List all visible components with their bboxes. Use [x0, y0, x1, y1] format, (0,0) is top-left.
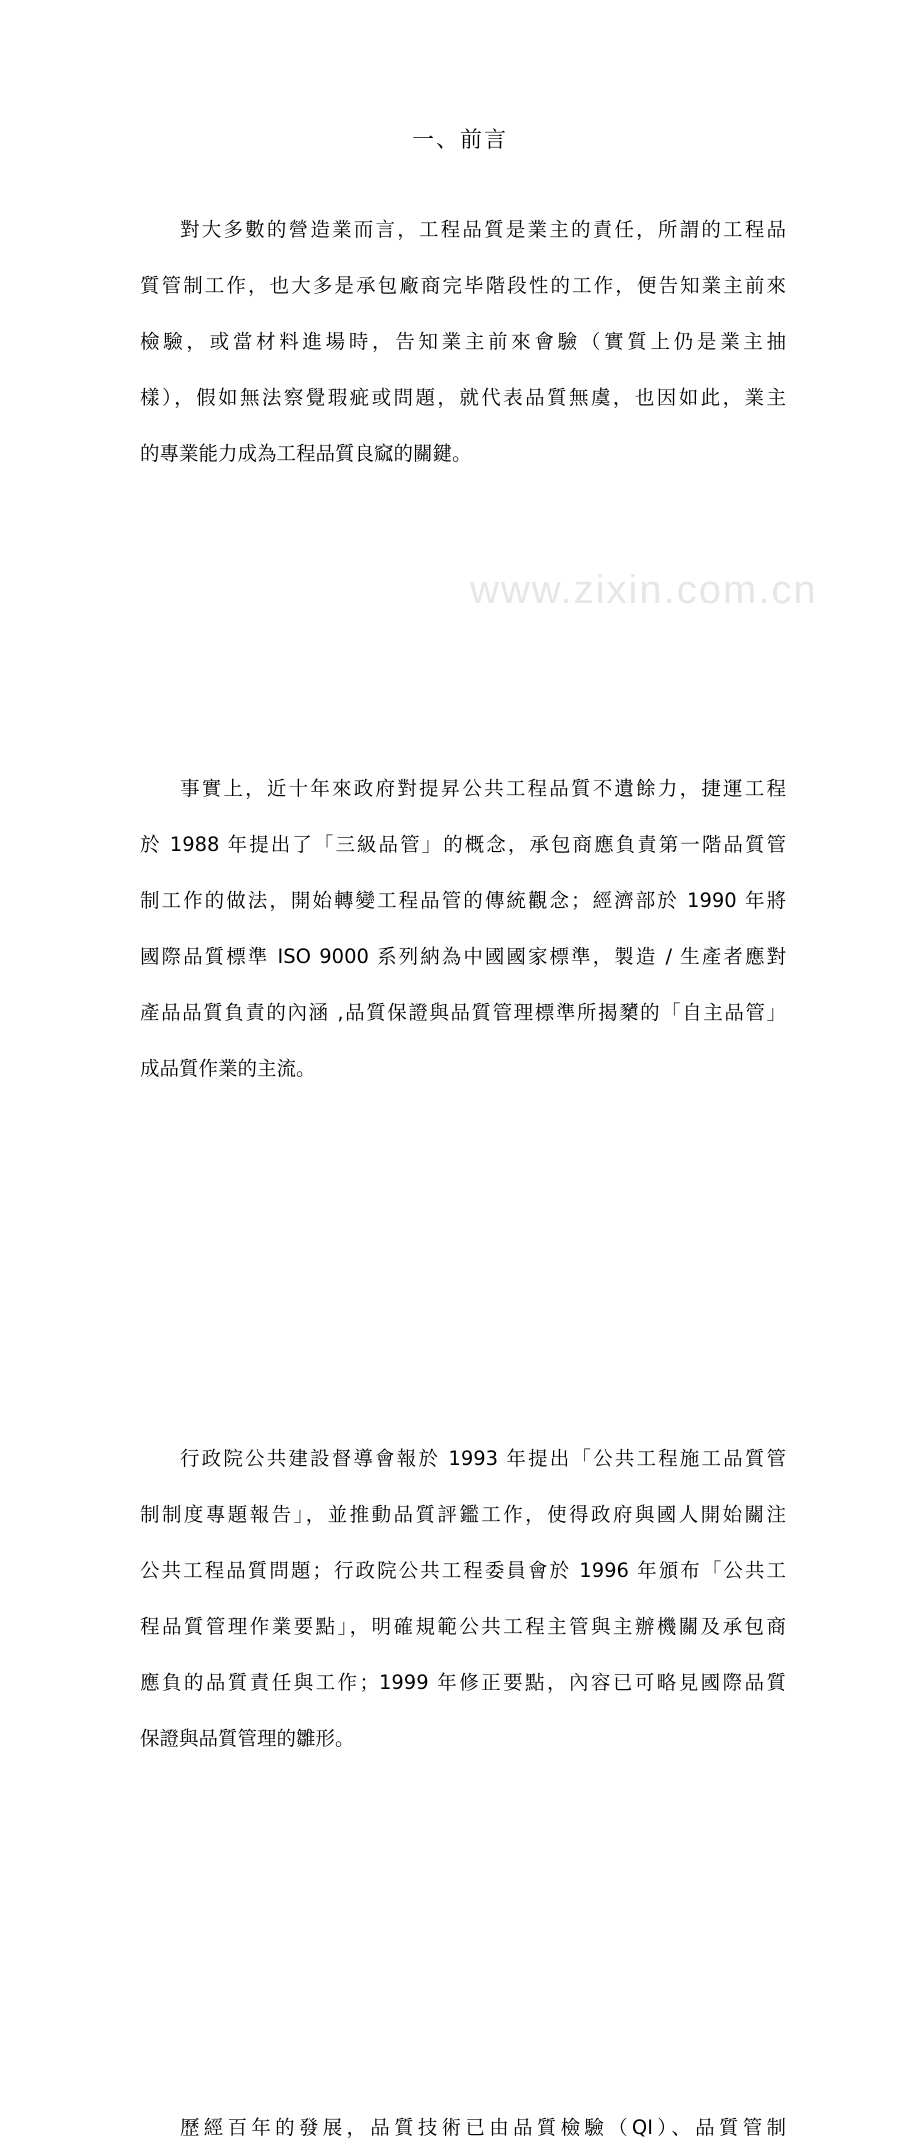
paragraph-line: 應負的品質責任與工作；1999 年修正要點，內容已可略見國際品質 — [140, 1671, 786, 1694]
paragraph-line: 於 1988 年提出了「三級品管」的概念，承包商應負責第一階品質管 — [140, 833, 786, 856]
paragraph-line: 產品品質負責的內涵 ,品質保證與品質管理標準所揭櫫的「自主品管」 — [140, 1001, 786, 1024]
paragraph-line: 的專業能力成為工程品質良窳的關鍵。 — [140, 442, 472, 465]
paragraph-line: 保證與品質管理的雛形。 — [140, 1727, 355, 1750]
paragraph-line: 對大多數的營造業而言，工程品質是業主的責任，所謂的工程品 — [180, 218, 786, 241]
paragraph-line: 行政院公共建設督導會報於 1993 年提出「公共工程施工品質管 — [180, 1447, 786, 1470]
paragraph-line: 質管制工作，也大多是承包廠商完毕階段性的工作，便告知業主前來 — [140, 274, 786, 297]
paragraph-line: 歷經百年的發展，品質技術已由品質檢驗（QI）、品質管制 — [180, 2116, 786, 2139]
paragraph-line: 制工作的做法，開始轉變工程品管的傳統觀念；經濟部於 1990 年將 — [140, 889, 786, 912]
paragraph-line: 事實上，近十年來政府對提昇公共工程品質不遺餘力，捷運工程 — [180, 777, 786, 800]
paragraph-line: 成品質作業的主流。 — [140, 1057, 316, 1080]
watermark: www.zixin.com.cn — [470, 568, 818, 612]
paragraph-line: 國際品質標準 ISO 9000 系列納為中國國家標準，製造 / 生產者應對 — [140, 945, 786, 968]
paragraph-line: 檢驗，或當材料進場時，告知業主前來會驗（實質上仍是業主抽 — [140, 330, 786, 353]
paragraph-4 — [140, 2100, 786, 2156]
paragraph-3 — [140, 1431, 786, 1767]
section-title: 一、前言 — [411, 128, 508, 153]
paragraph-1 — [140, 202, 786, 482]
paragraph-line: 公共工程品質問題；行政院公共工程委員會於 1996 年頒布「公共工 — [140, 1559, 786, 1582]
paragraph-2 — [140, 761, 786, 1097]
paragraph-line: 樣），假如無法察覺瑕疵或問題，就代表品質無虞，也因如此，業主 — [140, 386, 786, 409]
paragraph-line: 程品質管理作業要點」，明確規範公共工程主管與主辦機關及承包商 — [140, 1615, 786, 1638]
paragraph-line: 制制度專題報告」，並推動品質評鑑工作，使得政府與國人開始關注 — [140, 1503, 786, 1526]
